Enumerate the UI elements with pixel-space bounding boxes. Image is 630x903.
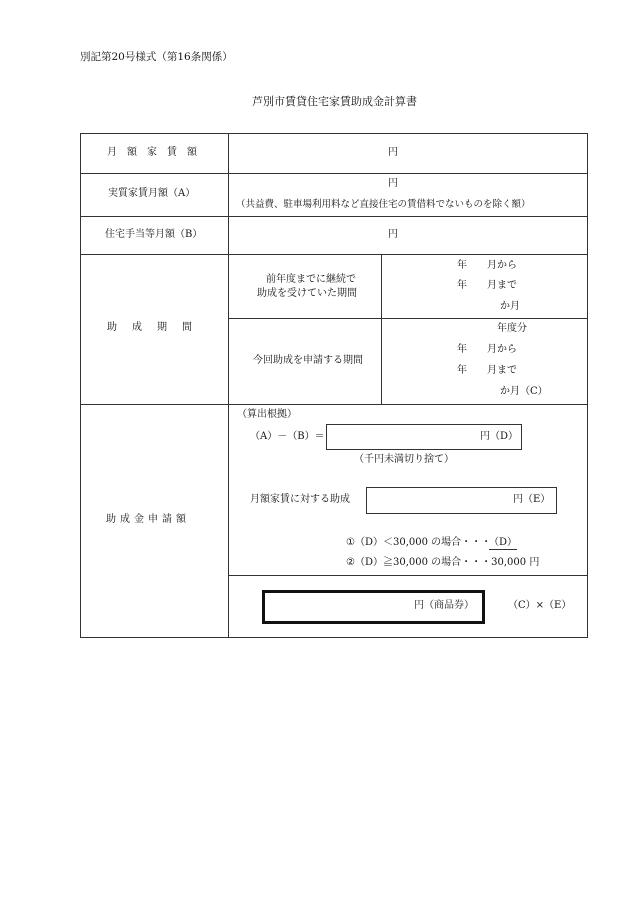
page-title: 芦別市賃貸住宅家賃助成金計算書: [252, 95, 417, 108]
previous-period-label-1: 前年度までに継続で: [266, 274, 356, 285]
housing-allowance-value: 円: [388, 229, 398, 240]
form-number: 別記第20号様式（第16条関係）: [80, 51, 233, 63]
actual-rent-note: （共益費、駐車場利用料など直接住宅の賃借料でないものを除く額）: [236, 199, 531, 210]
current-period-fiscal: 年度分: [497, 323, 527, 334]
formula-a-minus-b: （A）－（B）＝: [250, 431, 325, 442]
period-label: 助成期間: [107, 322, 207, 333]
previous-period-label-2: 助成を受けていた期間: [257, 288, 357, 299]
case2-text: ②（D）≧30,000 の場合・・・30,000 円: [346, 557, 540, 568]
d-amount-unit: 円（D）: [480, 431, 519, 442]
previous-period-from: 年 月から: [457, 260, 517, 271]
rounding-note: （千円未満切り捨て）: [354, 454, 454, 465]
total-formula: （C）×（E）: [508, 600, 572, 611]
case1-text: ①（D）＜30,000 の場合・・・: [346, 537, 492, 548]
case1-value: （D）: [489, 537, 518, 548]
actual-rent-label: 実質家賃月額（A）: [108, 188, 196, 199]
e-amount-unit: 円（E）: [513, 494, 551, 505]
calculation-basis: （算出根拠）: [237, 409, 297, 420]
application-label: 助成金申請額: [106, 514, 190, 525]
housing-allowance-label: 住宅手当等月額（B）: [105, 229, 203, 240]
total-amount-unit: 円（商品券）: [414, 600, 474, 611]
monthly-subsidy-label: 月額家賃に対する助成: [250, 494, 350, 505]
current-period-from: 年 月から: [457, 344, 517, 355]
actual-rent-value: 円: [388, 178, 398, 189]
current-period-months: か月（C）: [500, 386, 548, 397]
previous-period-to: 年 月まで: [457, 280, 517, 291]
monthly-rent-label: 月額家賃額: [107, 147, 207, 158]
current-period-label: 今回助成を申請する期間: [253, 355, 363, 366]
monthly-rent-value: 円: [388, 147, 398, 158]
current-period-to: 年 月まで: [457, 365, 517, 376]
previous-period-months: か月: [500, 301, 520, 312]
